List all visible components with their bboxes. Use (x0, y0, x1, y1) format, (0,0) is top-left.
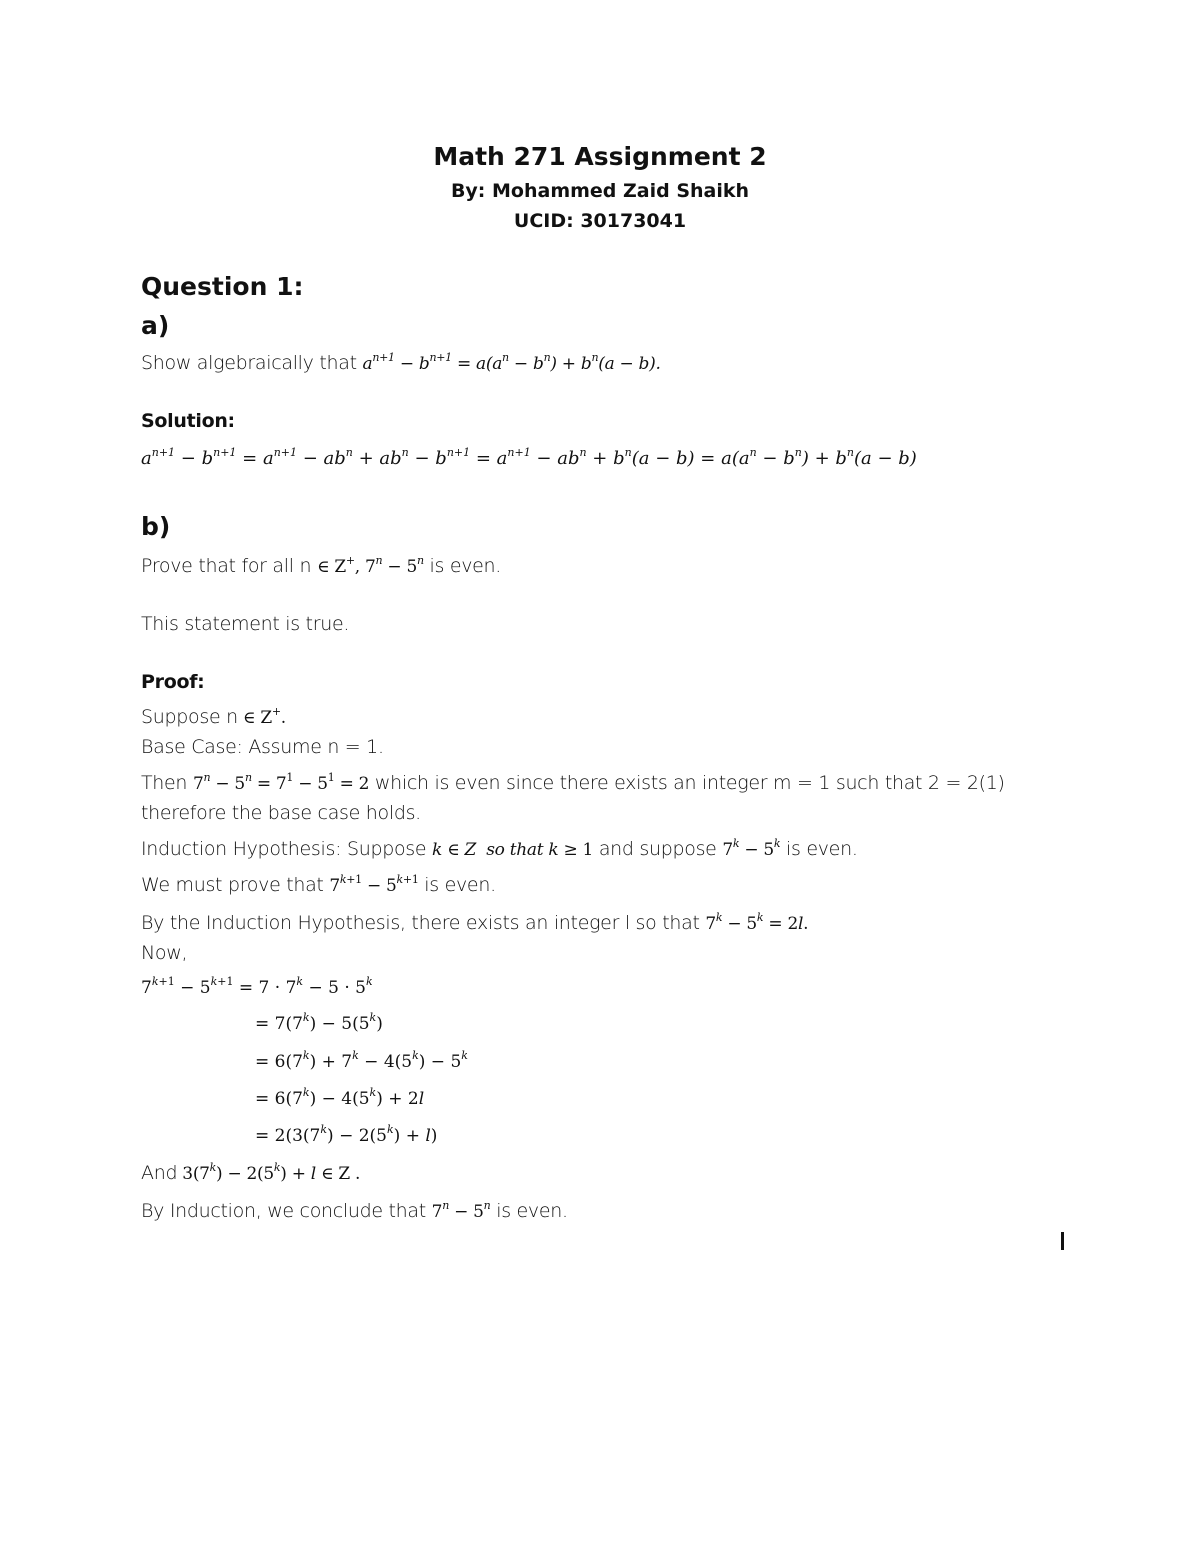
must-math: $7^{k+1} - 5^{k+1}$ (329, 873, 419, 896)
part-b-prompt-math: ∈ Z+, $7^n - 5^n$ (316, 554, 424, 577)
part-b-prompt (141, 555, 501, 577)
derivation-line-3: = $6(7^k) + 7^k - 4(5^k) - 5^k$ (255, 1049, 468, 1072)
ih-end: is even. (786, 838, 858, 860)
and-prefix: And (141, 1162, 178, 1184)
by-ih-line (141, 912, 808, 934)
ucid-line: UCID: 30173041 (513, 210, 687, 232)
then-suffix: which is even since there exists an integer m = 1 such that 2 = 2(1) (374, 772, 1005, 794)
induction-hypothesis (141, 838, 858, 860)
by-ih-text: By the Induction Hypothesis, there exists an integer l so that (141, 912, 700, 934)
suppose-text: Suppose n (141, 706, 238, 728)
part-a-label: a) (141, 311, 170, 340)
derivation-line-1: $7^{k+1} - 5^{k+1} = 7 \cdot 7^k - 5 \cdot 5^k$ (141, 975, 373, 998)
derivation-line-4: = $6(7^k) - 4(5^k) + 2l$ (255, 1086, 425, 1109)
conclusion-line (141, 1200, 568, 1222)
part-a-prompt-text: Show algebraically that (141, 352, 357, 374)
conclusion-prefix: By Induction, we conclude that (141, 1200, 426, 1222)
part-a-identity: $a^{n+1} - b^{n+1} = a(a^n - b^n) + b^n(a - b)$. (362, 351, 661, 374)
then-math: $7^n - 5^n = 7^1 - 5^1 = 2$ (192, 771, 370, 794)
text-cursor (1061, 1232, 1064, 1250)
derivation-line-5: = $2(3(7^k) - 2(5^k) + l)$ (255, 1123, 438, 1146)
must-prove-line (141, 874, 496, 896)
part-a-prompt (141, 352, 661, 374)
ih-math-2: $7^k - 5^k$ (722, 837, 781, 860)
then-line-2: therefore the base case holds. (141, 802, 421, 824)
derivation-line-2: = $7(7^k) - 5(5^k)$ (255, 1011, 383, 1034)
and-math: $3(7^k) - 2(5^k) + l$ ∈ Z . (177, 1161, 361, 1184)
must-end: is even. (424, 874, 496, 896)
proof-suppose (141, 706, 286, 728)
part-b-prompt-end: is even. (429, 555, 502, 577)
solution-label: Solution: (141, 410, 235, 432)
part-b-prompt-text: Prove that for all n (141, 555, 312, 577)
must-prefix: We must prove that (141, 874, 324, 896)
question-1-heading: Question 1: (141, 272, 304, 301)
base-case-text: Base Case: Assume n = 1. (141, 736, 384, 758)
document-title: Math 271 Assignment 2 (433, 142, 767, 171)
part-b-label: b) (141, 512, 171, 541)
suppose-math: ∈ Z+. (237, 705, 286, 728)
proof-label: Proof: (141, 671, 205, 693)
author-line: By: Mohammed Zaid Shaikh (450, 180, 750, 202)
solution-equation: $a^{n+1} - b^{n+1} = a^{n+1} - ab^n + ab^n - b^{n+1} = a^{n+1} - ab^n + b^n(a - b) = a(a^n - b^n) + b^n(a - b)$ (141, 446, 917, 469)
ih-mid: and suppose (598, 838, 717, 860)
now-text: Now, (141, 942, 188, 964)
conclusion-math: $7^n - 5^n$ (431, 1199, 491, 1222)
then-line (141, 772, 1005, 794)
conclusion-end: is even. (496, 1200, 568, 1222)
then-prefix: Then (141, 772, 188, 794)
and-line (141, 1162, 360, 1184)
by-ih-math: $7^k - 5^k = 2l$. (705, 911, 809, 934)
statement-text: This statement is true. (141, 613, 350, 635)
ih-prefix: Induction Hypothesis: Suppose (141, 838, 427, 860)
ih-math-1: k ∈ Z so that k ≥ 1 (432, 840, 594, 860)
